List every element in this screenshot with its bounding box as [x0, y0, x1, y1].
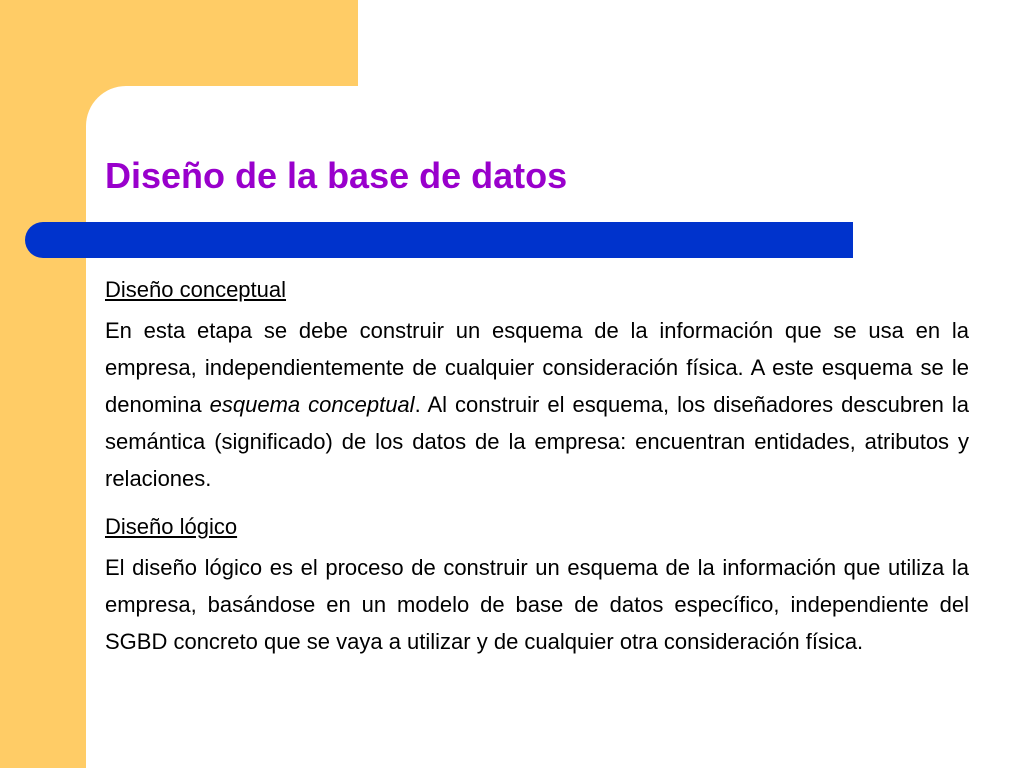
slide-title: Diseño de la base de datos	[105, 155, 568, 196]
section-logical-design	[105, 511, 969, 660]
paragraph-text: . Al construir el esquema, los diseñadores descubren la semántica (significado) de los datos de la empresa: encuentran entidades, atributos y relaciones.	[105, 392, 969, 491]
section-heading-logical: Diseño lógico	[105, 514, 238, 539]
emphasized-term: esquema conceptual	[209, 392, 415, 417]
paragraph-logical: El diseño lógico es el proceso de construir un esquema de la información que utiliza la empresa, basándose en un modelo de base de datos específico, independiente del SGBD concreto que se vaya a utilizar y de cualquier otra consideración física.	[105, 555, 969, 654]
section-heading-conceptual: Diseño conceptual	[105, 277, 287, 302]
slide-body	[105, 274, 969, 660]
paragraph-text: En esta etapa se debe construir un esquema de la información que se usa en la empresa, independientemente de cualquier consideración física. A este esquema se le denomina	[105, 318, 969, 417]
paragraph-conceptual	[105, 312, 969, 497]
title-accent-bar	[25, 222, 853, 258]
section-conceptual-design	[105, 274, 969, 497]
